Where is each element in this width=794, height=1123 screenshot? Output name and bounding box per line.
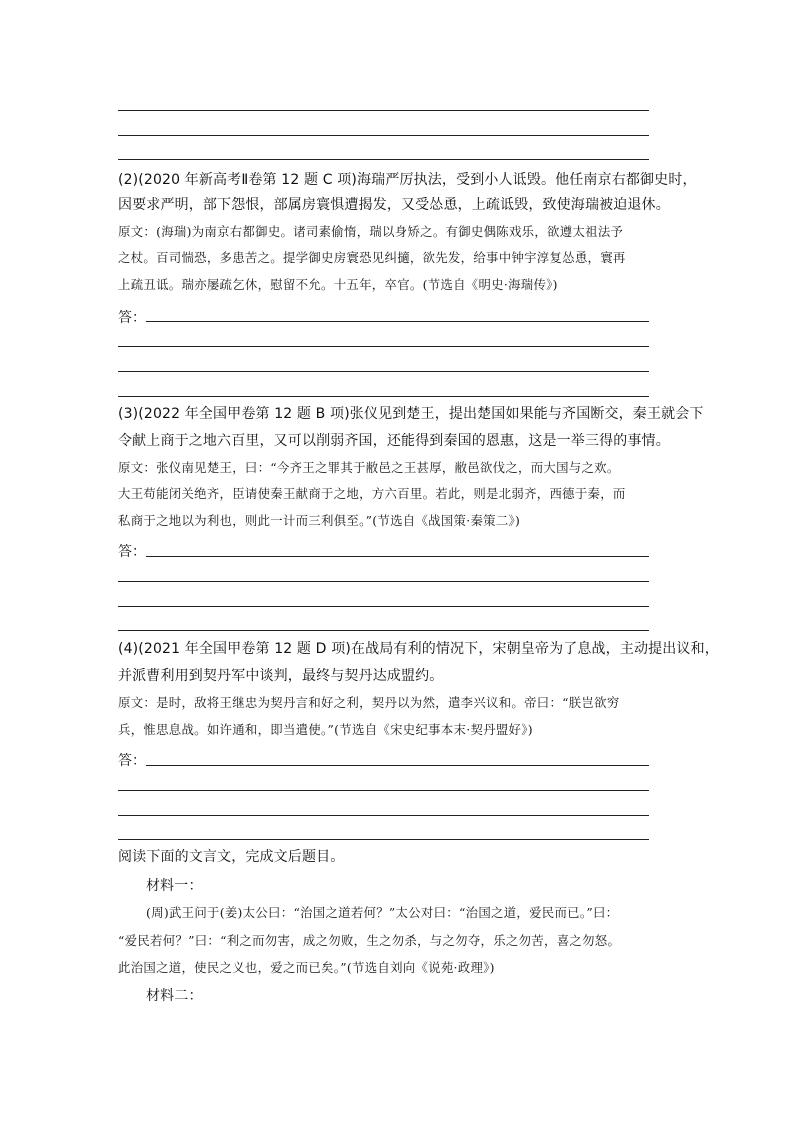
question-3-source-line-1: 原文：张仪南见楚王，曰：“今齐王之罪其于敝邑之王甚厚，敝邑欲伐之，而大国与之欢。 xyxy=(118,460,620,475)
question-2-source-line-1: 原文：(海瑞)为南京右都御史。诸司素偷惰，瑞以身矫之。有御史偶陈戏乐，欲遵太祖法予 xyxy=(118,224,624,239)
question-4-source-line-2: 兵，惟思息战。如许通和，即当遣使。”(节选自《宋史纪事本末·契丹盟好》) xyxy=(118,722,533,737)
answer-line[interactable] xyxy=(118,110,649,111)
question-3-line-2: 令献上商于之地六百里，又可以削弱齐国，还能得到秦国的恩惠，这是一举三得的事情。 xyxy=(118,433,670,449)
answer-line[interactable] xyxy=(118,606,649,607)
question-3-answer-line[interactable] xyxy=(146,556,649,557)
question-2-source-line-2: 之杖。百司惴恐，多患苦之。提学御史房寰恐见纠擿，欲先发，给事中钟宇淳复怂恿，寰再 xyxy=(118,250,626,265)
question-2-line-2: 因要求严明，部下怨恨，部属房寰惧遭揭发，又受怂恿，上疏诋毁，致使海瑞被迫退休。 xyxy=(118,197,670,213)
reading-instruction: 阅读下面的文言文，完成文后题目。 xyxy=(118,849,345,865)
answer-line[interactable] xyxy=(118,396,649,397)
question-2-answer-line[interactable] xyxy=(146,321,649,322)
question-3-line-1: (3)(2022 年全国甲卷第 12 题 B 项)张仪见到楚王，提出楚国如果能与齐国断交，秦王就会下 xyxy=(118,406,704,422)
question-2-source-line-3: 上疏丑诋。瑞亦屡疏乞休，慰留不允。十五年，卒官。(节选自《明史·海瑞传》) xyxy=(118,277,558,292)
question-4-source-line-1: 原文：是时，敌将王继忠为契丹言和好之利，契丹以为然，遣李兴议和。帝曰：“朕岂欲穷 xyxy=(118,695,620,710)
answer-line[interactable] xyxy=(118,135,649,136)
answer-line[interactable] xyxy=(118,346,649,347)
question-2-line-1: (2)(2020 年新高考Ⅱ卷第 12 题 C 项)海瑞严厉执法，受到小人诋毁。他任南京右都御史时， xyxy=(118,172,697,188)
material-1-title: 材料一： xyxy=(146,878,203,894)
question-2-answer-label: 答： xyxy=(118,310,146,326)
answer-line[interactable] xyxy=(118,630,649,631)
answer-line[interactable] xyxy=(118,159,649,160)
question-3-source-line-3: 私商于之地以为利也，则此一计而三利俱至。”(节选自《战国策·秦策二》) xyxy=(118,513,521,528)
answer-line[interactable] xyxy=(118,581,649,582)
material-1-line-1: (周)武王问于(姜)太公曰：“治国之道若何？”太公对曰：“治国之道，爱民而已。”曰： xyxy=(146,905,619,920)
question-4-answer-line[interactable] xyxy=(146,765,649,766)
question-3-source-line-2: 大王苟能闭关绝齐，臣请使秦王献商于之地，方六百里。若此，则是北弱齐，西德于秦，而 xyxy=(118,486,626,501)
question-4-line-2: 并派曹利用到契丹军中谈判，最终与契丹达成盟约。 xyxy=(118,668,444,684)
material-1-line-2: “爱民若何？”曰：“利之而勿害，成之勿败，生之勿杀，与之勿夺，乐之勿苦，喜之勿怒。 xyxy=(118,933,621,948)
question-4-answer-label: 答： xyxy=(118,753,146,769)
material-2-title: 材料二： xyxy=(146,988,203,1004)
question-3-answer-label: 答： xyxy=(118,544,146,560)
answer-line[interactable] xyxy=(118,790,649,791)
answer-line[interactable] xyxy=(118,815,649,816)
material-1-line-3: 此治国之道，使民之义也，爱之而已矣。”(节选自刘向《说苑·政理》) xyxy=(118,960,495,975)
answer-line[interactable] xyxy=(118,839,649,840)
question-4-line-1: (4)(2021 年全国甲卷第 12 题 D 项)在战局有利的情况下，宋朝皇帝为了息战，主动提出议和， xyxy=(118,641,719,657)
answer-line[interactable] xyxy=(118,371,649,372)
